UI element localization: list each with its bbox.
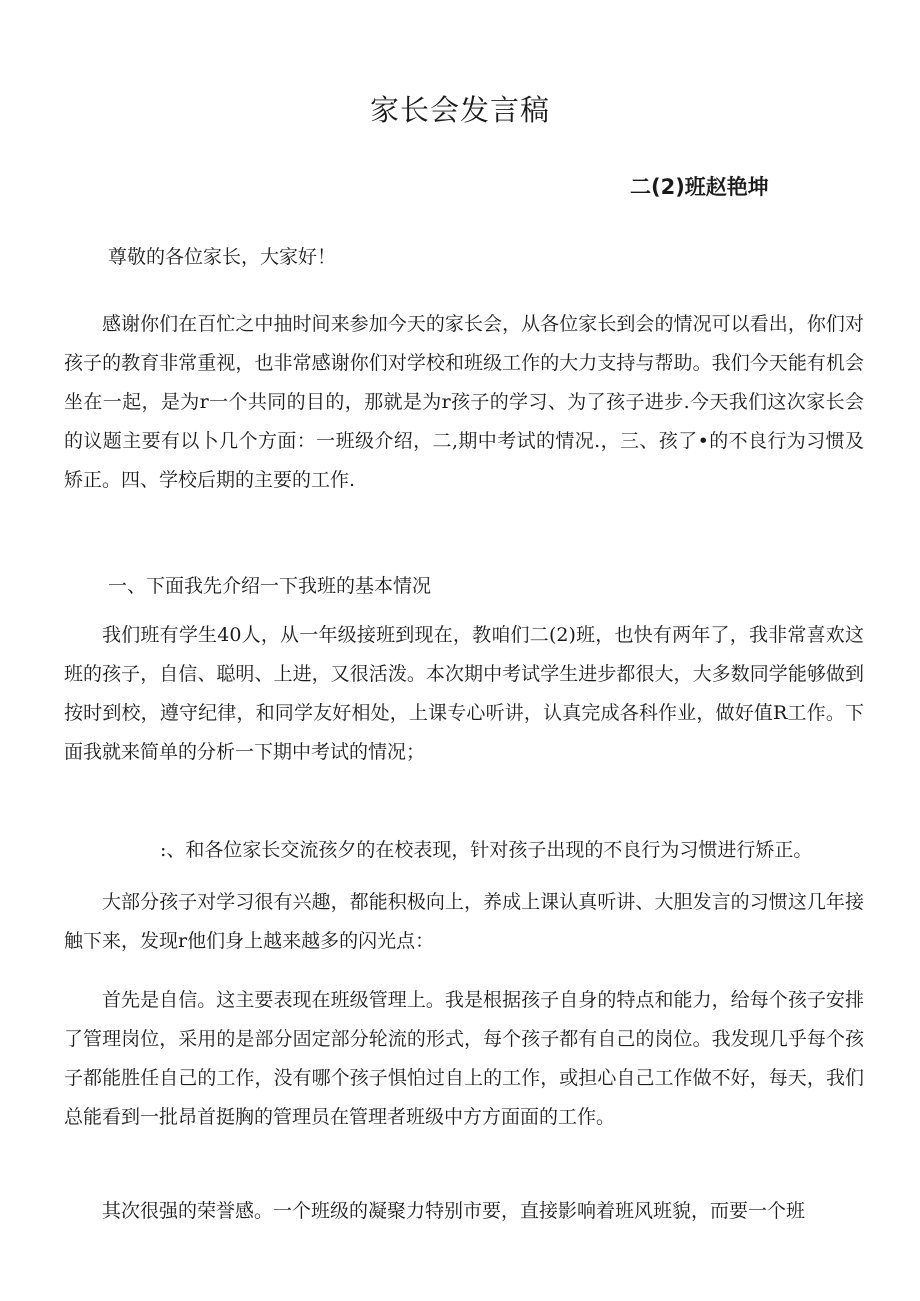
author-line: 二(2)班赵艳坤 [630, 175, 769, 199]
paragraph-class-info: 我们班有学生40人，从一年级接班到现在，教咱们二(2)班，也快有两年了，我非常喜欢这班的孩子，自信、聪明、上进，又很活泼。本次期中考试学生进步都很大，大多数同学能够做到按时到校，遵守纪律，和同学友好相处，上课专心听讲，认真完成各科作业，做好值R工作。下面我就来简单的分析一下期中考试的情况； [64, 624, 864, 763]
section-heading-class-intro: 一、下面我先介绍一下我班的基本情况 [108, 575, 432, 597]
paragraph-intro: 感谢你们在百忙之中抽时间来参加今天的家长会，从各位家长到会的情况可以看出，你们对孩子的教育非常重视，也非常感谢你们对学校和班级工作的大力支持与帮助。我们今天能有机会坐在一起，是为r一个共同的目的，那就是为r孩子的学习、为了孩子进步.今天我们这次家长会的议题主要有以卜几个方面：一班级介绍，二,期中考试的情况.，三、孩了•的不良行为习惯及矫正。四、学校后期的主要的工作. [64, 313, 864, 491]
paragraph-confidence: 首先是自信。这主要表现在班级管理上。我是根据孩子自身的特点和能力，给每个孩子安排了管理岗位，采用的是部分固定部分轮流的形式，每个孩子都有自己的岗位。我发现几乎每个孩子都能胜任自己的工作，没有哪个孩子惧怕过自上的工作，或担心自己工作做不好，每天，我们总能看到一批昂首挺胸的管理员在管理者班级中方方面面的工作。 [64, 989, 864, 1128]
paragraph-honor: 其次很强的荣誉感。一个班级的凝聚力特别市要，直接影响着班风班貌，而要一个班 [102, 1200, 806, 1222]
paragraph-behavior-topic: :、和各位家长交流孩夕的在校表现，针对孩子出现的不良行为习惯进行矫正。 [160, 839, 813, 861]
document-title: 家长会发言稿 [369, 93, 550, 127]
paragraph-interest: 大部分孩子对学习很有兴趣，都能积极向上，养成上课认真听讲、大胆发言的习惯这几年接触下来，发现r他们身上越来越多的闪光点： [64, 891, 864, 952]
greeting: 尊敬的各位家长，大家好！ [108, 246, 337, 268]
